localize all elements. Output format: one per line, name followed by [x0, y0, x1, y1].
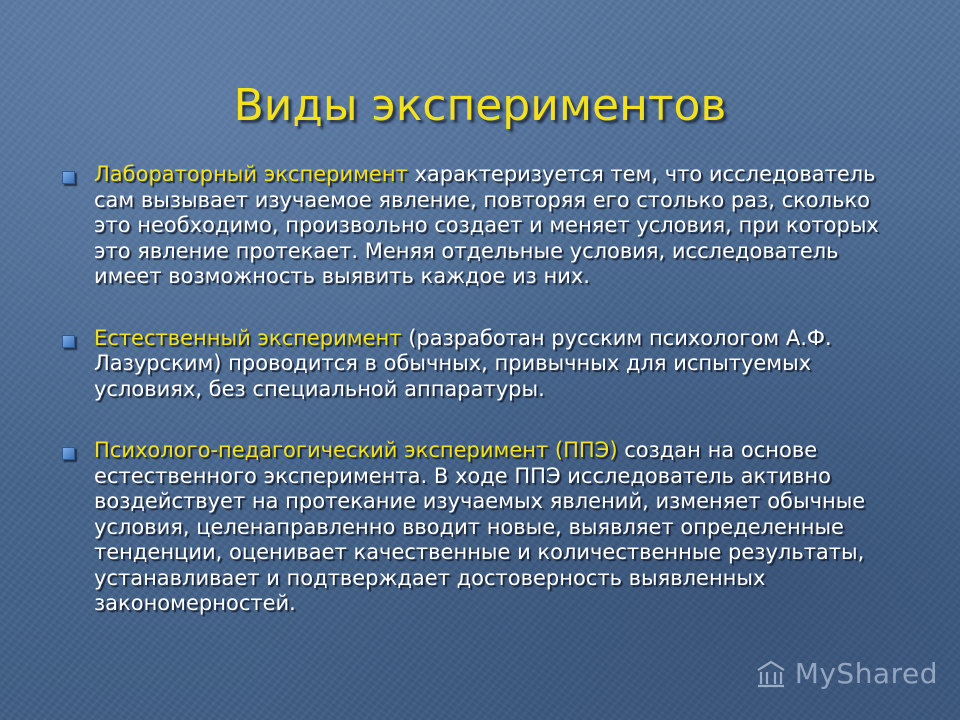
square-bullet-icon: [62, 335, 75, 348]
bullet-list: [62, 162, 902, 617]
description-natural: (разработан русским психологом А.Ф. Лазурским) проводится в обычных, привычных для испытуемых условиях, без специальной аппаратуры.: [94, 325, 832, 401]
term-laboratory: Лабораторный эксперимент: [94, 162, 408, 186]
bullet-item-natural: [62, 326, 902, 403]
bullet-item-laboratory: [62, 162, 902, 290]
myshared-watermark: [755, 657, 938, 690]
square-bullet-icon: [62, 447, 75, 460]
description-psych-pedagogical: создан на основе естественного эксперимента. В ходе ППЭ исследователь активно воздействует на протекание изучаемых явлений, изменяет обычные условия, целенаправленно вводит новые, выявляет определенные тенденции, оценивает качественные и количественные результаты, устанавливает и подтверждает достоверность выявленных закономерностей.: [94, 438, 866, 615]
square-bullet-icon: [62, 171, 75, 184]
slide-title: Виды экспериментов: [233, 80, 727, 131]
term-psych-pedagogical: Психолого-педагогический эксперимент (ППЭ): [94, 438, 618, 462]
description-laboratory: характеризуется тем, что исследователь сам вызывает изучаемое явление, повторяя его столько раз, сколько это необходимо, произвольно создает и меняет условия, при которых это явление протекает. Меняя отдельные условия, исследователь имеет возможность выявить каждое из них.: [94, 162, 879, 288]
building-icon: [755, 658, 787, 690]
bullet-item-psych-pedagogical: [62, 438, 902, 617]
term-natural: Естественный эксперимент: [94, 325, 402, 350]
watermark-text: MyShared: [794, 657, 938, 690]
